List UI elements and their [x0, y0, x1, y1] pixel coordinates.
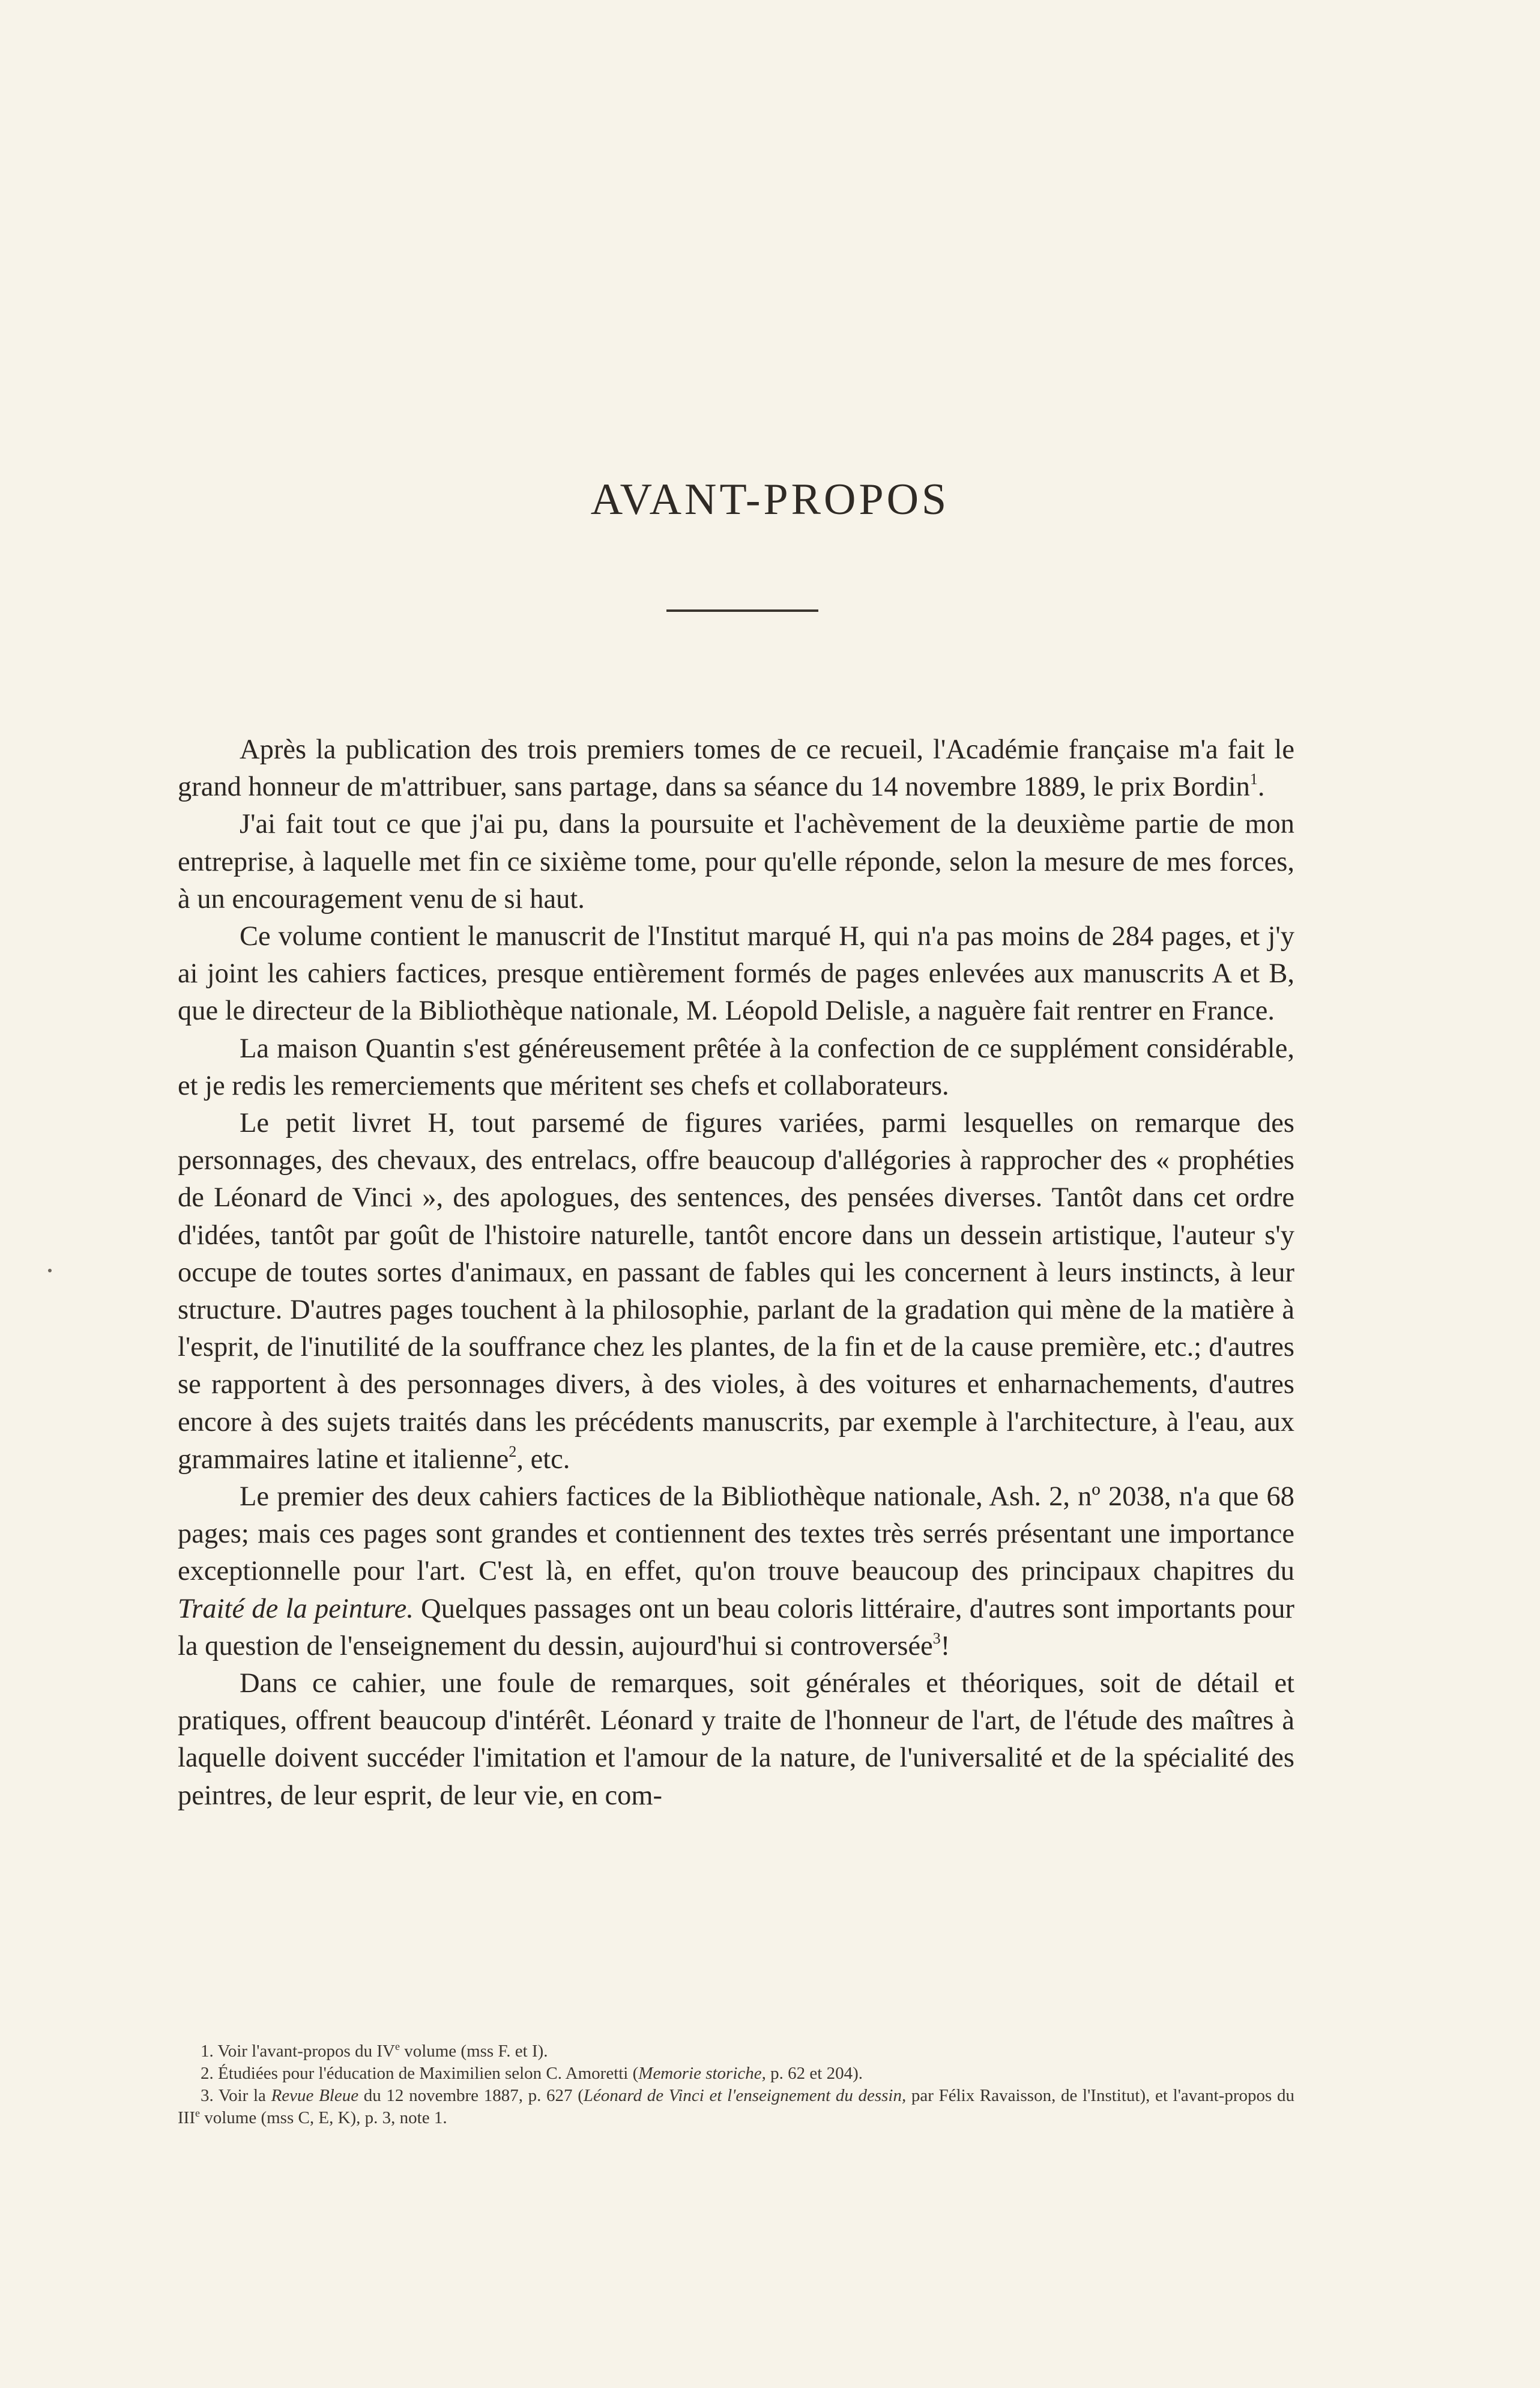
page-title: AVANT-PROPOS	[590, 475, 950, 524]
footnote-3: 3. Voir la Revue Bleue du 12 novembre 1887, p. 627 (Léonard de Vinci et l'enseignement du dessin, par Félix Ravaisson, de l'Institut), et l'avant-propos du IIIe volume (mss C, E, K), p. 3, note 1.	[178, 2086, 1294, 2127]
paragraph-7: Dans ce cahier, une foule de remarques, soit générales et théoriques, soit de détail et pratiques, offrent beaucoup d'intérêt. Léonard y traite de l'honneur de l'art, de l'étude des maîtres à laquelle doivent succéder l'imitation et l'amour de la nature, de l'universalité et de la spécialité des peintres, de leur esprit, de leur vie, en com-	[178, 1668, 1294, 1811]
footnote-1: 1. Voir l'avant-propos du IVe volume (mss F. et I).	[201, 2040, 548, 2061]
footnote-2: 2. Étudiées pour l'éducation de Maximilien selon C. Amoretti (Memorie storiche, p. 62 et 204).	[201, 2064, 863, 2083]
title-rule	[666, 609, 818, 612]
paragraph-1: Après la publication des trois premiers tomes de ce recueil, l'Académie française m'a fait le grand honneur de m'attribuer, sans partage, dans sa séance du 14 novembre 1889, le prix Bordin$^1$.	[178, 734, 1294, 803]
paragraph-4: La maison Quantin s'est généreusement prêtée à la confection de ce supplément considérable, et je redis les remerciements que méritent ses chefs et collaborateurs.	[178, 1033, 1294, 1101]
paragraph-6: Le premier des deux cahiers factices de la Bibliothèque nationale, Ash. 2, nº 2038, n'a que 68 pages; mais ces pages sont grandes et contiennent des textes très serrés présentant une importance exceptionnelle pour l'art. C'est là, en effet, qu'on trouve beaucoup des principaux chapitres du Traité de la peinture. Quelques passages ont un beau coloris littéraire, d'autres sont importants pour la question de l'enseignement du dessin, aujourd'hui si controversée$^3$!	[178, 1481, 1294, 1661]
footnotes	[178, 2040, 1294, 2129]
paragraph-5: Le petit livret H, tout parsemé de figures variées, parmi lesquelles on remarque des personnages, des chevaux, des entrelacs, offre beaucoup d'allégories à rapprocher des « prophéties de Léonard de Vinci », des apologues, des sentences, des pensées diverses. Tantôt dans cet ordre d'idées, tantôt par goût de l'histoire naturelle, tantôt encore dans un dessein artistique, l'auteur s'y occupe de toutes sortes d'animaux, en passant de fables qui les concernent à leurs instincts, à leur structure. D'autres pages touchent à la philosophie, parlant de la gradation qui mène de la matière à l'esprit, de l'inutilité de la souffrance chez les plantes, de la fin et de la cause première, etc.; d'autres se rapportent à des personnages divers, à des violes, à des voitures et enharnachements, d'autres encore à des sujets traités dans les précédents manuscrits, par exemple à l'architecture, à l'eau, aux grammaires latine et italienne$^2$, etc.	[178, 1108, 1294, 1475]
footnote-ref-3[interactable]: 3	[932, 1629, 941, 1647]
footnote-ref-1[interactable]: 1	[1249, 770, 1258, 788]
body-text	[178, 731, 1294, 1815]
paragraph-2: J'ai fait tout ce que j'ai pu, dans la poursuite et l'achèvement de la deuxième partie de mon entreprise, à laquelle met fin ce sixième tome, pour qu'elle réponde, selon la mesure de mes forces, à un encouragement venu de si haut.	[178, 809, 1294, 914]
book-title-italic: Traité de la peinture.	[178, 1593, 414, 1624]
margin-mark	[48, 1269, 52, 1272]
footnote-ref-2[interactable]: 2	[509, 1442, 517, 1460]
paragraph-3: Ce volume contient le manuscrit de l'Institut marqué H, qui n'a pas moins de 284 pages, et j'y ai joint les cahiers factices, presque entièrement formés de pages enlevées aux manuscrits A et B, que le directeur de la Bibliothèque nationale, M. Léopold Delisle, a naguère fait rentrer en France.	[178, 921, 1294, 1027]
